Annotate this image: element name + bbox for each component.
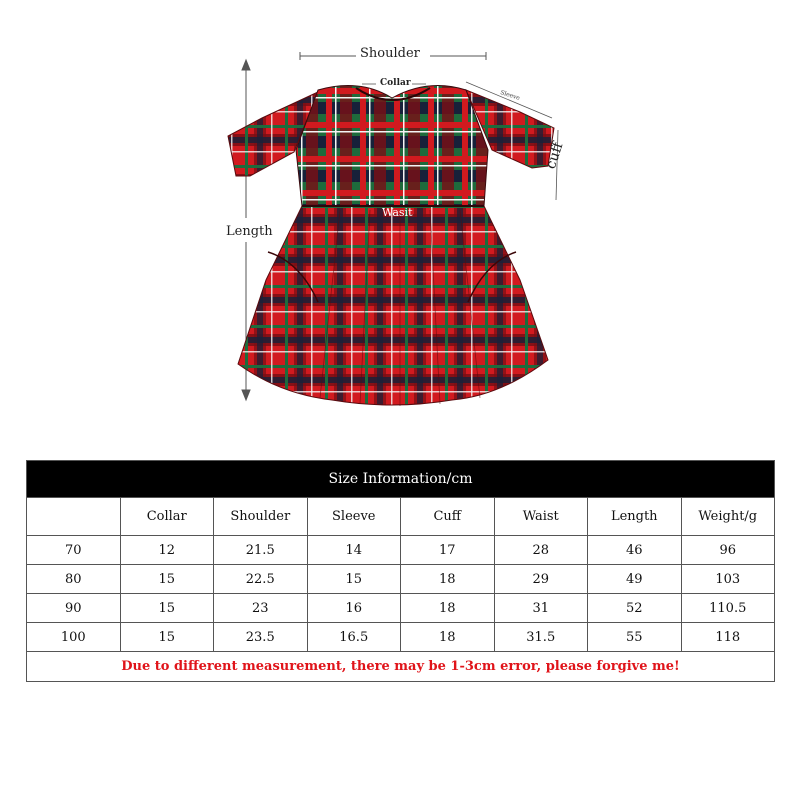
table-cell: 29 [494, 565, 588, 594]
table-cell: 70 [27, 536, 121, 565]
table-cell: 31.5 [494, 623, 588, 652]
table-cell: 28 [494, 536, 588, 565]
table-row [27, 594, 775, 623]
table-row [27, 536, 775, 565]
table-cell: 16 [307, 594, 401, 623]
table-row [27, 623, 775, 652]
cuff-label: cuff [543, 140, 567, 171]
table-cell: 22.5 [214, 565, 308, 594]
table-cell: 100 [27, 623, 121, 652]
header-cell-size [27, 498, 121, 536]
table-row [27, 565, 775, 594]
table-cell: 16.5 [307, 623, 401, 652]
table-cell: 23.5 [214, 623, 308, 652]
length-label: Length [226, 224, 273, 239]
table-note-row [27, 652, 775, 682]
table-cell: 31 [494, 594, 588, 623]
size-table [26, 460, 775, 682]
table-cell: 103 [681, 565, 775, 594]
table-cell: 15 [120, 565, 214, 594]
table-title-row [27, 461, 775, 498]
collar-label: Collar [380, 78, 411, 88]
table-cell: 12 [120, 536, 214, 565]
table-cell: 17 [401, 536, 495, 565]
header-cell-weight: Weight/g [681, 498, 775, 536]
table-cell: 15 [120, 594, 214, 623]
table-cell: 23 [214, 594, 308, 623]
table-cell: 118 [681, 623, 775, 652]
table-cell: 55 [588, 623, 682, 652]
header-cell-length: Length [588, 498, 682, 536]
table-cell: 18 [401, 594, 495, 623]
measurement-note: Due to different measurement, there may be 1-3cm error, please forgive me! [27, 652, 775, 682]
table-cell: 15 [307, 565, 401, 594]
header-cell-waist: Waist [494, 498, 588, 536]
waist-label: Wasit [382, 206, 413, 219]
table-cell: 52 [588, 594, 682, 623]
shoulder-label: Shoulder [360, 46, 420, 61]
table-cell: 90 [27, 594, 121, 623]
header-cell-cuff: Cuff [401, 498, 495, 536]
table-cell: 96 [681, 536, 775, 565]
table-cell: 15 [120, 623, 214, 652]
sleeve-label: Sleeve [499, 89, 521, 102]
table-cell: 80 [27, 565, 121, 594]
table-header-row [27, 498, 775, 536]
bodice [296, 86, 488, 207]
table-title: Size Information/cm [27, 461, 775, 498]
header-cell-sleeve: Sleeve [307, 498, 401, 536]
header-cell-shoulder: Shoulder [214, 498, 308, 536]
table-cell: 110.5 [681, 594, 775, 623]
table-cell: 49 [588, 565, 682, 594]
table-cell: 18 [401, 623, 495, 652]
table-cell: 46 [588, 536, 682, 565]
table-cell: 21.5 [214, 536, 308, 565]
table-cell: 18 [401, 565, 495, 594]
header-cell-collar: Collar [120, 498, 214, 536]
table-cell: 14 [307, 536, 401, 565]
skirt [238, 206, 548, 405]
